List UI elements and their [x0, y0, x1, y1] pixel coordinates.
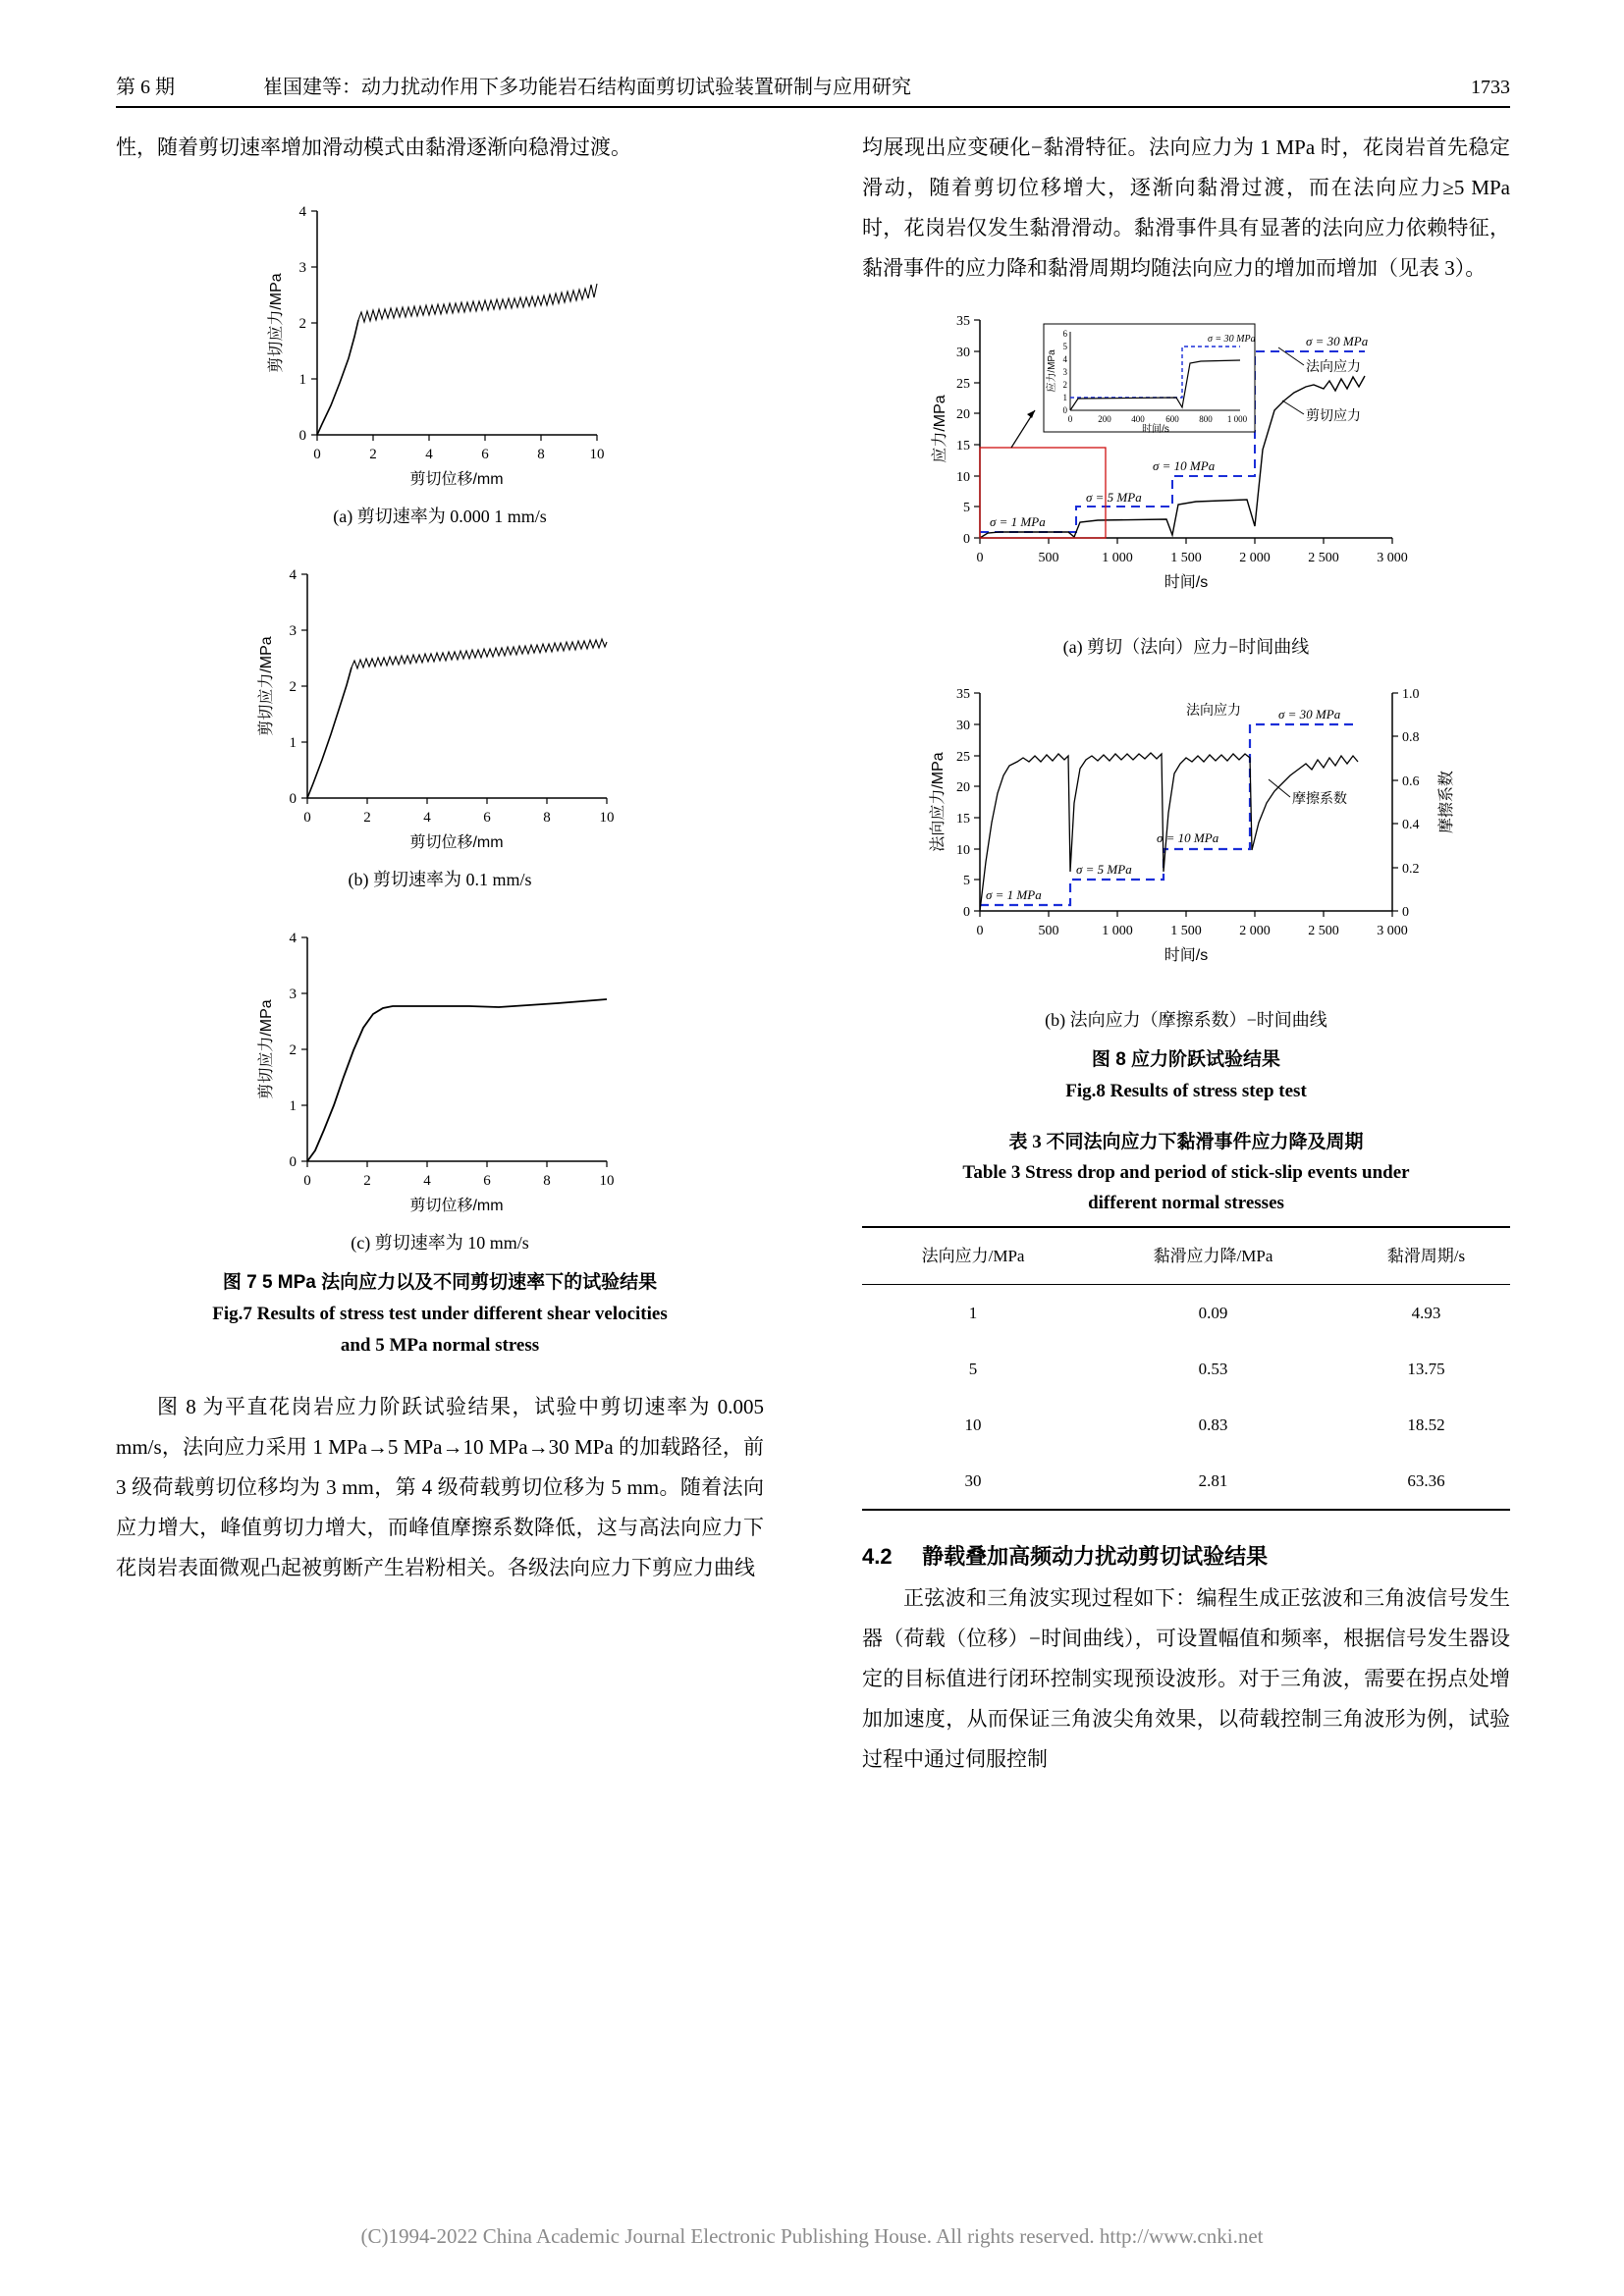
table-cell: 0.53: [1198, 1360, 1228, 1378]
table-3: [862, 1127, 1510, 1511]
chart-fig8b: [862, 675, 1510, 999]
svg-text:1 000: 1 000: [1102, 551, 1133, 565]
table-cell: 0.83: [1198, 1415, 1228, 1434]
svg-text:0: 0: [976, 924, 984, 938]
svg-text:剪切位移/mm: 剪切位移/mm: [409, 1198, 504, 1214]
section-heading: [862, 1536, 1510, 1576]
svg-text:σ = 1 MPa: σ = 1 MPa: [990, 514, 1046, 529]
svg-text:30: 30: [956, 346, 970, 360]
table-3-grid: [862, 1226, 1510, 1511]
svg-text:3: 3: [289, 987, 297, 1002]
svg-text:时间/s: 时间/s: [1142, 424, 1169, 435]
page-header: [116, 71, 1510, 99]
table-col-period: 黏滑周期/s: [1386, 1247, 1466, 1265]
table-row: [862, 1341, 1510, 1397]
chart-fig7b: [116, 545, 764, 859]
svg-text:10: 10: [599, 810, 615, 826]
figure-8a-caption: (a) 剪切（法向）应力−时间曲线: [1062, 637, 1310, 657]
svg-text:4: 4: [423, 810, 431, 826]
svg-text:0: 0: [289, 791, 297, 807]
svg-text:25: 25: [956, 377, 970, 392]
svg-text:20: 20: [956, 780, 970, 795]
table-col-normal-stress: 法向应力/MPa: [921, 1247, 1025, 1265]
svg-text:2 500: 2 500: [1308, 924, 1339, 938]
svg-text:2 000: 2 000: [1239, 924, 1271, 938]
svg-text:0: 0: [303, 1173, 311, 1189]
table-row: [862, 1453, 1510, 1510]
svg-text:σ = 30 MPa: σ = 30 MPa: [1306, 334, 1369, 348]
table-cell: 4.93: [1411, 1304, 1441, 1322]
figure-7b-caption: (b) 剪切速率为 0.1 mm/s: [348, 870, 532, 889]
svg-text:8: 8: [543, 1173, 551, 1189]
table-cell: 13.75: [1407, 1360, 1445, 1378]
table-row: [862, 1397, 1510, 1453]
svg-text:σ = 5 MPa: σ = 5 MPa: [1086, 490, 1142, 505]
svg-text:0: 0: [1062, 405, 1067, 415]
svg-text:600: 600: [1165, 414, 1179, 424]
figure-8b: [862, 675, 1510, 1035]
section-number: 4.2: [862, 1544, 893, 1569]
svg-text:2: 2: [363, 810, 371, 826]
table-cell: 0.09: [1198, 1304, 1228, 1322]
figure-7-title-en-1: Fig.7 Results of stress test under different shear velocities: [212, 1304, 668, 1324]
svg-text:摩擦系数: 摩擦系数: [1292, 790, 1347, 806]
svg-text:1 000: 1 000: [1226, 414, 1248, 424]
svg-text:σ = 10 MPa: σ = 10 MPa: [1157, 830, 1219, 845]
svg-text:2: 2: [369, 447, 377, 462]
svg-text:35: 35: [956, 687, 970, 702]
svg-text:1 500: 1 500: [1170, 551, 1202, 565]
svg-text:15: 15: [956, 439, 970, 454]
svg-text:1: 1: [289, 1098, 297, 1114]
svg-text:500: 500: [1038, 924, 1059, 938]
figure-8a: [862, 302, 1510, 662]
svg-text:35: 35: [956, 314, 970, 329]
svg-text:2: 2: [363, 1173, 371, 1189]
left-para-1: 性，随着剪切速率增加滑动模式由黏滑逐渐向稳滑过渡。: [116, 135, 631, 159]
svg-text:6: 6: [483, 1173, 491, 1189]
figure-7-title-cn: 图 7 5 MPa 法向应力以及不同剪切速率下的试验结果: [222, 1272, 658, 1293]
figure-8-title: [862, 1044, 1510, 1107]
figure-8b-caption: (b) 法向应力（摩擦系数）−时间曲线: [1045, 1010, 1327, 1030]
figure-7-title-en-2: and 5 MPa normal stress: [340, 1335, 540, 1356]
svg-text:3 000: 3 000: [1377, 551, 1408, 565]
table-cell: 30: [964, 1471, 982, 1490]
svg-text:时间/s: 时间/s: [1164, 574, 1209, 591]
svg-text:4: 4: [289, 931, 297, 946]
svg-text:法向应力/MPa: 法向应力/MPa: [930, 752, 947, 852]
svg-text:0: 0: [313, 447, 321, 462]
svg-text:剪切应力/MPa: 剪切应力/MPa: [268, 273, 285, 373]
svg-text:10: 10: [956, 470, 970, 485]
svg-text:2: 2: [1062, 380, 1067, 390]
svg-text:1.0: 1.0: [1402, 687, 1420, 702]
table-cell: 1: [968, 1304, 978, 1322]
svg-text:4: 4: [423, 1173, 431, 1189]
table-3-title-en-2: different normal stresses: [1088, 1193, 1284, 1213]
svg-text:4: 4: [1062, 354, 1067, 364]
table-cell: 10: [964, 1415, 982, 1434]
svg-text:3: 3: [1062, 367, 1067, 377]
svg-text:法向应力: 法向应力: [1306, 358, 1361, 374]
figure-7a: [116, 182, 764, 531]
figure-8-title-en: Fig.8 Results of stress step test: [1065, 1081, 1307, 1101]
svg-text:500: 500: [1038, 551, 1059, 565]
svg-text:应力/MPa: 应力/MPa: [932, 395, 948, 463]
chart-fig7a: [116, 182, 764, 496]
svg-text:σ = 30 MPa: σ = 30 MPa: [1278, 707, 1341, 721]
copyright-footer: (C)1994-2022 China Academic Journal Electronic Publishing House. All rights reserved. http://www.cnki.net: [360, 2224, 1264, 2248]
header-issue: 第 6 期: [116, 77, 175, 98]
table-cell: 18.52: [1407, 1415, 1445, 1434]
svg-text:0.6: 0.6: [1402, 774, 1420, 789]
svg-text:1: 1: [298, 372, 306, 388]
header-title: 崔国建等：动力扰动作用下多功能岩石结构面剪切试验装置研制与应用研究: [263, 77, 911, 98]
svg-text:2: 2: [289, 1042, 297, 1058]
figure-7a-caption: (a) 剪切速率为 0.000 1 mm/s: [333, 507, 547, 526]
table-cell: 5: [968, 1360, 978, 1378]
svg-text:剪切应力/MPa: 剪切应力/MPa: [258, 636, 275, 736]
svg-text:15: 15: [956, 812, 970, 827]
table-cell: 63.36: [1407, 1471, 1445, 1490]
right-para-2: 正弦波和三角波实现过程如下：编程生成正弦波和三角波信号发生器（荷载（位移）−时间曲线），可设置幅值和频率，根据信号发生器设定的目标值进行闭环控制实现预设波形。对于三角波，需要在拐点处增加加速度，从而保证三角波尖角效果，以荷载控制三角波形为例，试验过程中通过伺服控制: [862, 1586, 1510, 1771]
svg-text:σ = 30 MPa: σ = 30 MPa: [1208, 334, 1256, 345]
svg-text:2: 2: [298, 316, 306, 332]
svg-text:800: 800: [1199, 414, 1213, 424]
svg-text:3: 3: [289, 623, 297, 639]
svg-text:0: 0: [303, 810, 311, 826]
header-page-number: 1733: [1471, 77, 1510, 98]
svg-text:25: 25: [956, 750, 970, 765]
svg-text:2 000: 2 000: [1239, 551, 1271, 565]
figure-7c: [116, 908, 764, 1257]
svg-text:0: 0: [963, 905, 970, 920]
svg-text:30: 30: [956, 719, 970, 733]
left-column: [116, 128, 764, 1588]
section-title: 静载叠加高频动力扰动剪切试验结果: [922, 1544, 1269, 1569]
svg-text:3: 3: [298, 260, 306, 276]
svg-text:1: 1: [289, 735, 297, 751]
svg-text:10: 10: [956, 843, 970, 858]
header-rule: [116, 106, 1510, 108]
figure-7-title: [116, 1267, 764, 1362]
svg-text:法向应力: 法向应力: [1186, 702, 1241, 718]
svg-text:10: 10: [589, 447, 605, 462]
svg-text:1 500: 1 500: [1170, 924, 1202, 938]
svg-text:0: 0: [963, 532, 970, 547]
svg-text:σ = 1 MPa: σ = 1 MPa: [986, 887, 1042, 902]
svg-text:20: 20: [956, 407, 970, 422]
svg-text:4: 4: [298, 204, 306, 220]
svg-text:1 000: 1 000: [1102, 924, 1133, 938]
svg-text:应力/MPa: 应力/MPa: [1047, 349, 1057, 393]
table-cell: 2.81: [1198, 1471, 1228, 1490]
chart-fig7c: [116, 908, 764, 1222]
svg-text:0.4: 0.4: [1402, 818, 1420, 832]
svg-text:6: 6: [1062, 329, 1067, 339]
svg-text:2: 2: [289, 679, 297, 695]
svg-text:400: 400: [1131, 414, 1145, 424]
svg-text:0: 0: [289, 1154, 297, 1170]
svg-text:剪切位移/mm: 剪切位移/mm: [409, 834, 504, 851]
svg-text:6: 6: [481, 447, 489, 462]
svg-text:4: 4: [289, 567, 297, 583]
svg-text:6: 6: [483, 810, 491, 826]
table-3-title-cn: 表 3 不同法向应力下黏滑事件应力降及周期: [1008, 1132, 1364, 1152]
svg-text:5: 5: [963, 501, 970, 515]
svg-text:8: 8: [537, 447, 545, 462]
svg-text:10: 10: [599, 1173, 615, 1189]
svg-text:σ = 5 MPa: σ = 5 MPa: [1076, 862, 1132, 877]
table-header-row: [862, 1227, 1510, 1285]
left-para-2: 图 8 为平直花岗岩应力阶跃试验结果，试验中剪切速率为 0.005 mm/s，法向应力采用 1 MPa→5 MPa→10 MPa→30 MPa 的加载路径，前 3 级荷载剪切位移均为 3 mm，第 4 级荷载剪切位移为 5 mm。随着法向应力增大，峰值剪切力增大，而峰值摩擦系数降低，这与高法向应力下花岗岩表面微观凸起被剪断产生岩粉相关。各级法向应力下剪应力曲线: [116, 1395, 764, 1579]
svg-text:200: 200: [1098, 414, 1111, 424]
svg-text:剪切应力/MPa: 剪切应力/MPa: [258, 999, 275, 1099]
table-row: [862, 1285, 1510, 1342]
table-3-title-en-1: Table 3 Stress drop and period of stick-slip events under: [962, 1162, 1410, 1183]
svg-text:1: 1: [1062, 393, 1067, 402]
figure-8-title-cn: 图 8 应力阶跃试验结果: [1091, 1049, 1281, 1070]
chart-fig8a: [862, 302, 1510, 626]
svg-text:5: 5: [1062, 342, 1067, 351]
svg-text:0: 0: [298, 428, 306, 444]
svg-text:0: 0: [1402, 905, 1409, 920]
svg-text:摩擦系数: 摩擦系数: [1438, 770, 1455, 834]
table-col-stress-drop: 黏滑应力降/MPa: [1153, 1247, 1273, 1265]
svg-text:0.8: 0.8: [1402, 730, 1420, 745]
figure-7b: [116, 545, 764, 894]
svg-text:0.2: 0.2: [1402, 862, 1420, 877]
svg-text:0: 0: [1067, 414, 1073, 424]
svg-text:2 500: 2 500: [1308, 551, 1339, 565]
svg-text:4: 4: [425, 447, 433, 462]
right-para-1: 均展现出应变硬化−黏滑特征。法向应力为 1 MPa 时，花岗岩首先稳定滑动，随着剪切位移增大，逐渐向黏滑过渡，而在法向应力≥5 MPa 时，花岗岩仅发生黏滑滑动。黏滑事件具有显著的法向应力依赖特征，黏滑事件的应力降和黏滑周期均随法向应力的增加而增加（见表 3）。: [862, 135, 1510, 280]
svg-text:5: 5: [963, 874, 970, 888]
svg-text:时间/s: 时间/s: [1164, 947, 1209, 964]
svg-text:剪切应力: 剪切应力: [1306, 407, 1361, 423]
svg-text:剪切位移/mm: 剪切位移/mm: [409, 471, 504, 488]
svg-text:0: 0: [976, 551, 984, 565]
figure-7c-caption: (c) 剪切速率为 10 mm/s: [351, 1233, 529, 1253]
svg-text:σ = 10 MPa: σ = 10 MPa: [1153, 458, 1216, 473]
svg-text:8: 8: [543, 810, 551, 826]
svg-text:3 000: 3 000: [1377, 924, 1408, 938]
right-column: [862, 128, 1510, 1780]
